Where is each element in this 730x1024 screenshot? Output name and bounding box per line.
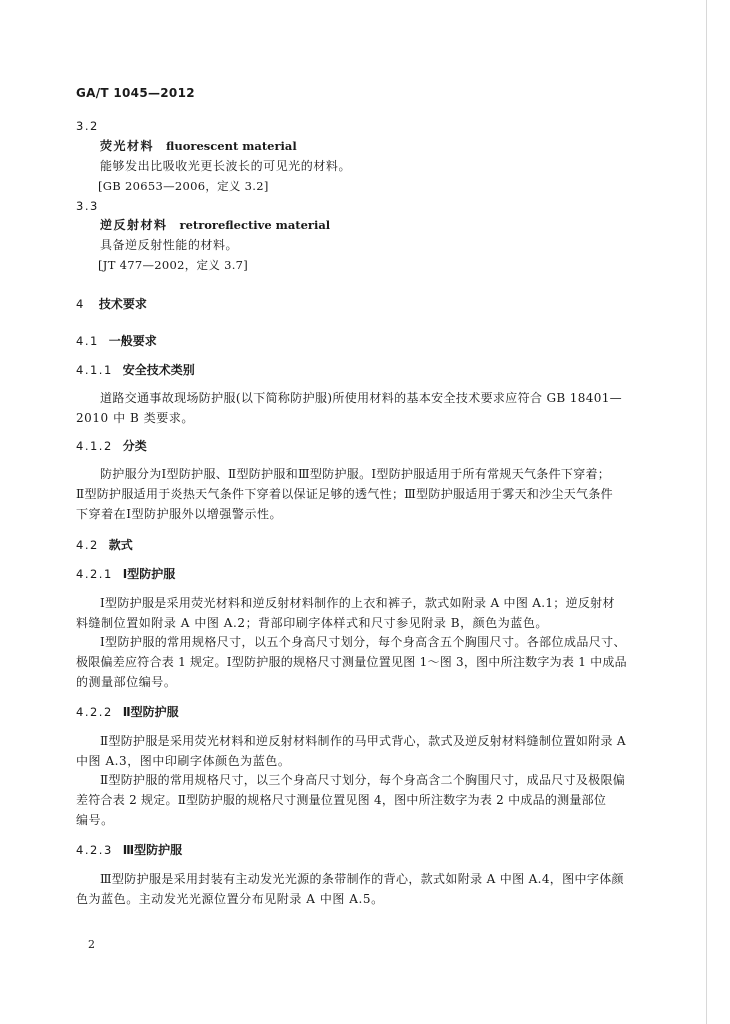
para-4-2-1-b-line-3: 的测量部位编号。 [76,675,177,689]
para-4-2-3-line-2: 色为蓝色。主动发光光源位置分布见附录 A 中图 A.5。 [76,892,384,906]
term-3-3-chinese: 逆反射材料 [100,218,168,232]
para-4-1-1-line-1: 道路交通事故现场防护服(以下简称防护服)所使用材料的基本安全技术要求应符合 GB 18401— [100,391,623,405]
section-4-2-title: 款式 [108,538,133,552]
para-4-1-2-line-3: 下穿着在Ⅰ型防护服外以增强警示性。 [76,507,283,521]
para-4-2-2-a-line-1: Ⅱ型防护服是采用荧光材料和逆反射材料制作的马甲式背心，款式及逆反射材料缝制位置如附录 A [100,734,626,748]
term-3-3 [100,217,330,233]
para-4-2-1-b-line-1: Ⅰ型防护服的常用规格尺寸，以五个身高尺寸划分，每个身高含五个胸围尺寸。各部位成品尺寸、 [100,635,626,649]
para-4-1-2-line-2: Ⅱ型防护服适用于炎热天气条件下穿着以保证足够的透气性；Ⅲ型防护服适用于雾天和沙尘天气条件 [76,487,613,501]
section-4-1-title: 一般要求 [108,334,157,348]
term-3-3-reference: [JT 477—2002，定义 3.7] [98,258,249,272]
section-4-2-heading [76,537,133,553]
para-4-2-2-b-line-3: 编号。 [76,813,114,827]
section-4-1-1-title: 安全技术类别 [122,363,195,377]
section-4-number: 4 [76,297,85,311]
para-4-2-1-b-line-2: 极限偏差应符合表 1 规定。Ⅰ型防护服的规格尺寸测量位置见图 1～图 3，图中所注数字为表 1 中成品 [76,655,627,669]
para-4-1-2-line-1: 防护服分为Ⅰ型防护服、Ⅱ型防护服和Ⅲ型防护服。Ⅰ型防护服适用于所有常规天气条件下穿着； [100,467,611,481]
term-3-3-definition: 具备逆反射性能的材料。 [100,238,239,252]
section-3-2-number: 3.2 [76,119,99,133]
section-4-2-2-number: 4.2.2 [76,705,113,719]
section-4-2-2-heading [76,704,179,720]
section-4-2-1-heading [76,566,175,582]
para-4-2-1-a-line-1: Ⅰ型防护服是采用荧光材料和逆反射材料制作的上衣和裤子，款式如附录 A 中图 A.1；逆反射材 [100,596,615,610]
term-3-2-reference: [GB 20653—2006，定义 3.2] [98,179,269,193]
para-4-2-2-b-line-1: Ⅱ型防护服的常用规格尺寸，以三个身高尺寸划分，每个身高含二个胸围尺寸，成品尺寸及极限偏 [100,773,626,787]
para-4-2-3-line-1: Ⅲ型防护服是采用封装有主动发光光源的条带制作的背心，款式如附录 A 中图 A.4，图中字体颜 [100,872,624,886]
term-3-2 [100,138,297,154]
standard-code-header: GA/T 1045—2012 [76,86,195,100]
section-4-2-3-title: Ⅲ型防护服 [122,843,183,857]
para-4-2-2-b-line-2: 差符合表 2 规定。Ⅱ型防护服的规格尺寸测量位置见图 4，图中所注数字为表 2 中成品的测量部位 [76,793,607,807]
section-4-2-number: 4.2 [76,538,99,552]
section-4-1-2-title: 分类 [122,439,147,453]
section-4-2-3-heading [76,842,182,858]
page-edge-rule [706,0,707,1024]
section-4-title: 技术要求 [98,297,147,311]
page-number: 2 [88,938,95,951]
section-4-2-2-title: Ⅱ型防护服 [122,705,179,719]
section-4-heading [76,296,147,312]
section-4-1-1-heading [76,362,195,378]
section-3-3-number: 3.3 [76,199,99,213]
term-3-3-english: retroreflective material [179,218,331,232]
para-4-2-2-a-line-2: 中图 A.3，图中印刷字体颜色为蓝色。 [76,754,291,768]
section-4-2-1-title: Ⅰ型防护服 [122,567,176,581]
term-3-2-definition: 能够发出比吸收光更长波长的可见光的材料。 [100,159,352,173]
section-4-1-1-number: 4.1.1 [76,363,113,377]
para-4-1-1-line-2: 2010 中 B 类要求。 [76,411,194,425]
para-4-2-1-a-line-2: 料缝制位置如附录 A 中图 A.2；背部印刷字体样式和尺寸参见附录 B，颜色为蓝色。 [76,616,548,630]
section-4-2-1-number: 4.2.1 [76,567,113,581]
section-4-1-2-number: 4.1.2 [76,439,113,453]
section-4-1-heading [76,333,157,349]
section-4-1-number: 4.1 [76,334,99,348]
section-4-1-2-heading [76,438,147,454]
term-3-2-english: fluorescent material [166,139,297,153]
section-4-2-3-number: 4.2.3 [76,843,113,857]
term-3-2-chinese: 荧光材料 [100,139,155,153]
